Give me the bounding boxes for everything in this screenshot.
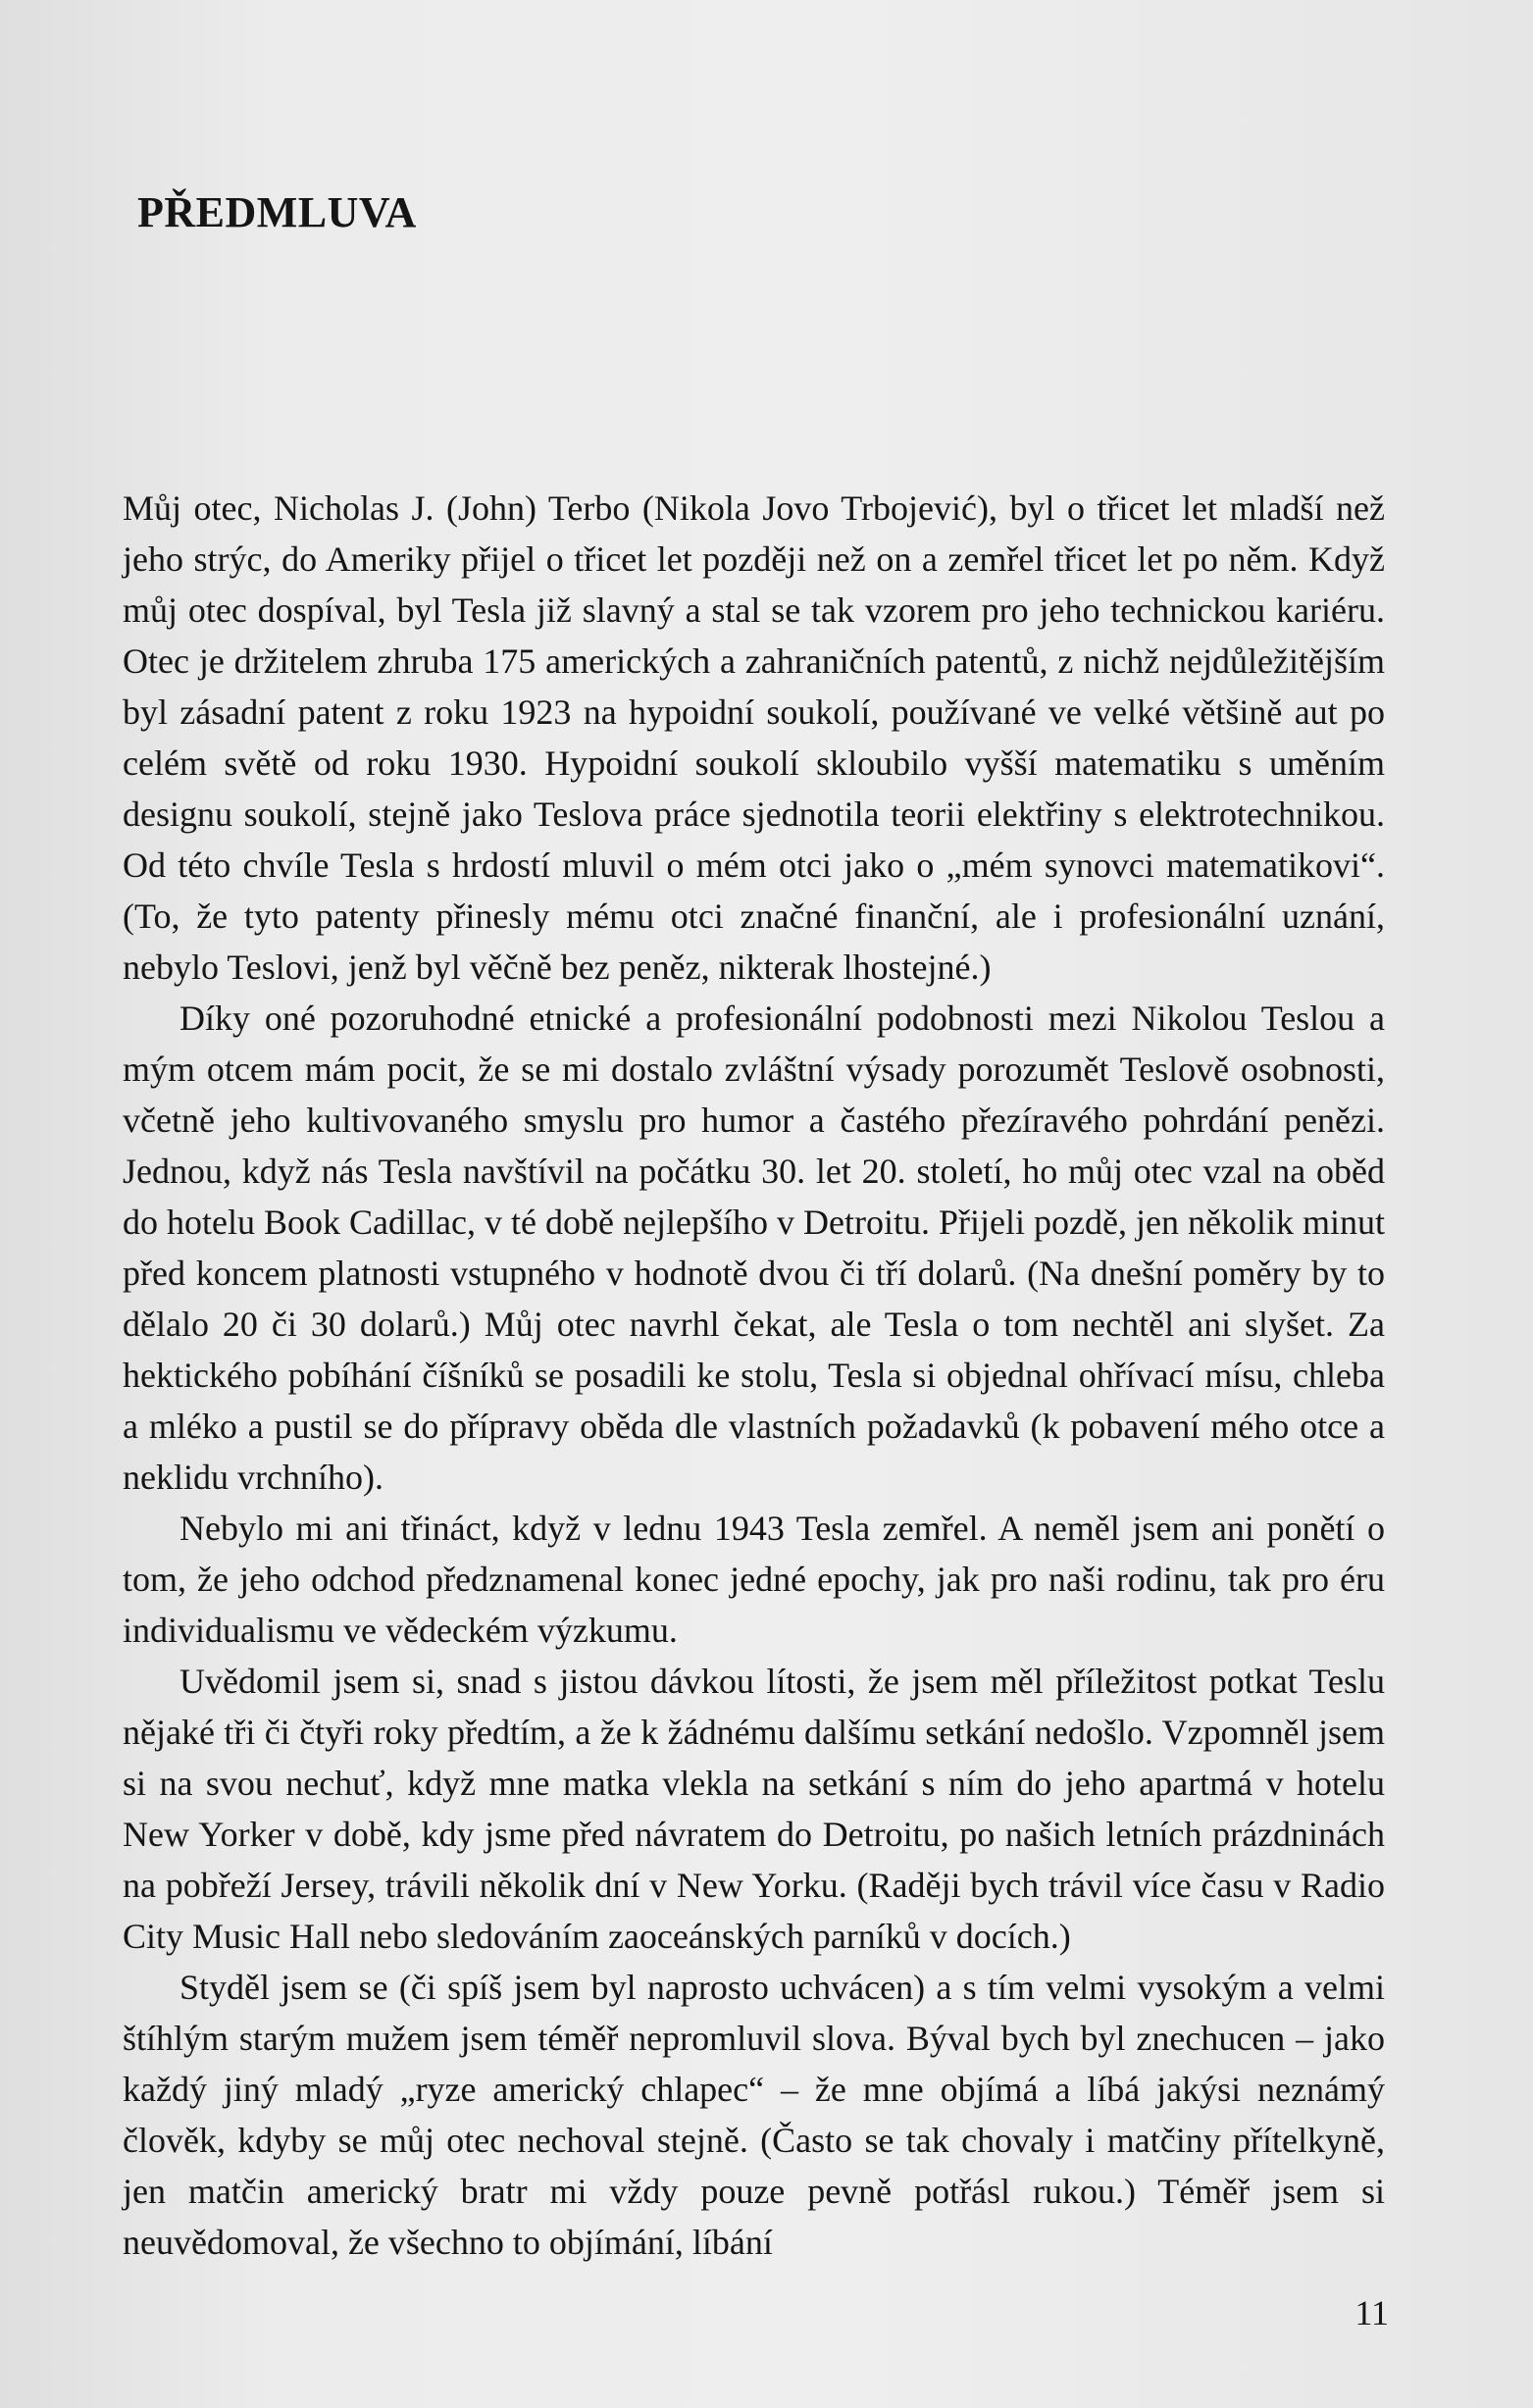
paragraph-3: Nebylo mi ani třináct, když v lednu 1943 Tesla zemřel. A neměl jsem ani ponětí o tom, že jeho odchod předznamenal konec jedné epochy, jak pro naši rodinu, tak pro éru individualismu ve vědeckém výzkumu.	[123, 1509, 1385, 1650]
chapter-heading: PŘEDMLUVA	[137, 188, 417, 236]
body-text	[123, 483, 1385, 2268]
paragraph-1: Můj otec, Nicholas J. (John) Terbo (Nikola Jovo Trbojević), byl o třicet let mladší než jeho strýc, do Ameriky přijel o třicet let později než on a zemřel třicet let po něm. Když můj otec dospíval, byl Tesla již slavný a stal se tak vzorem pro jeho technickou kariéru. Otec je držitelem zhruba 175 amerických a zahraničních patentů, z nichž nejdůležitějším byl zásadní patent z roku 1923 na hypoidní soukolí, používané ve velké většině aut po celém světě od roku 1930. Hypoidní soukolí skloubilo vyšší matematiku s uměním designu soukolí, stejně jako Teslova práce sjednotila teorii elektřiny s elektrotechnikou. Od této chvíle Tesla s hrdostí mluvil o mém otci jako o „mém synovci matematikovi“. (To, že tyto patenty přinesly mému otci značné finanční, ale i profesionální uznání, nebylo Teslovi, jenž byl věčně bez peněz, nikterak lhostejné.)	[123, 488, 1385, 987]
page-number: 11	[1354, 2293, 1389, 2332]
paragraph-5: Styděl jsem se (či spíš jsem byl naprosto uchvácen) a s tím velmi vysokým a velmi štíhlým starým mužem jsem téměř nepromluvil slova. Býval bych byl znechucen – jako každý jiný mladý „ryze americký chlapec“ – že mne objímá a líbá jakýsi neznámý člověk, kdyby se můj otec nechoval stejně. (Často se tak chovaly i matčiny přítelkyně, jen matčin americký bratr mi vždy pouze pevně potřásl rukou.) Téměř jsem si neuvědomoval, že všechno to objímání, líbání	[123, 1968, 1385, 2262]
paragraph-2: Díky oné pozoruhodné etnické a profesionální podobnosti mezi Nikolou Teslou a mým otcem mám pocit, že se mi dostalo zvláštní výsady porozumět Teslově osobnosti, včetně jeho kultivovaného smyslu pro humor a častého přezíravého pohrdání penězi. Jednou, když nás Tesla navštívil na počátku 30. let 20. století, ho můj otec vzal na oběd do hotelu Book Cadillac, v té době nejlepšího v Detroitu. Přijeli pozdě, jen několik minut před koncem platnosti vstupného v hodnotě dvou či tří dolarů. (Na dnešní poměry by to dělalo 20 či 30 dolarů.) Můj otec navrhl čekat, ale Tesla o tom nechtěl ani slyšet. Za hektického pobíhání číšníků se posadili ke stolu, Tesla si objednal ohřívací mísu, chleba a mléko a pustil se do přípravy oběda dle vlastních požadavků (k pobavení mého otce a neklidu vrchního).	[123, 999, 1385, 1497]
paragraph-4: Uvědomil jsem si, snad s jistou dávkou lítosti, že jsem měl příležitost potkat Teslu nějaké tři či čtyři roky předtím, a že k žádnému dalšímu setkání nedošlo. Vzpomněl jsem si na svou nechuť, když mne matka vlekla na setkání s ním do jeho apartmá v hotelu New Yorker v době, kdy jsme před návratem do Detroitu, po našich letních prázdninách na pobřeží Jersey, trávili několik dní v New Yorku. (Raději bych trávil více času v Radio City Music Hall nebo sledováním zaoceánských parníků v docích.)	[123, 1662, 1385, 1956]
